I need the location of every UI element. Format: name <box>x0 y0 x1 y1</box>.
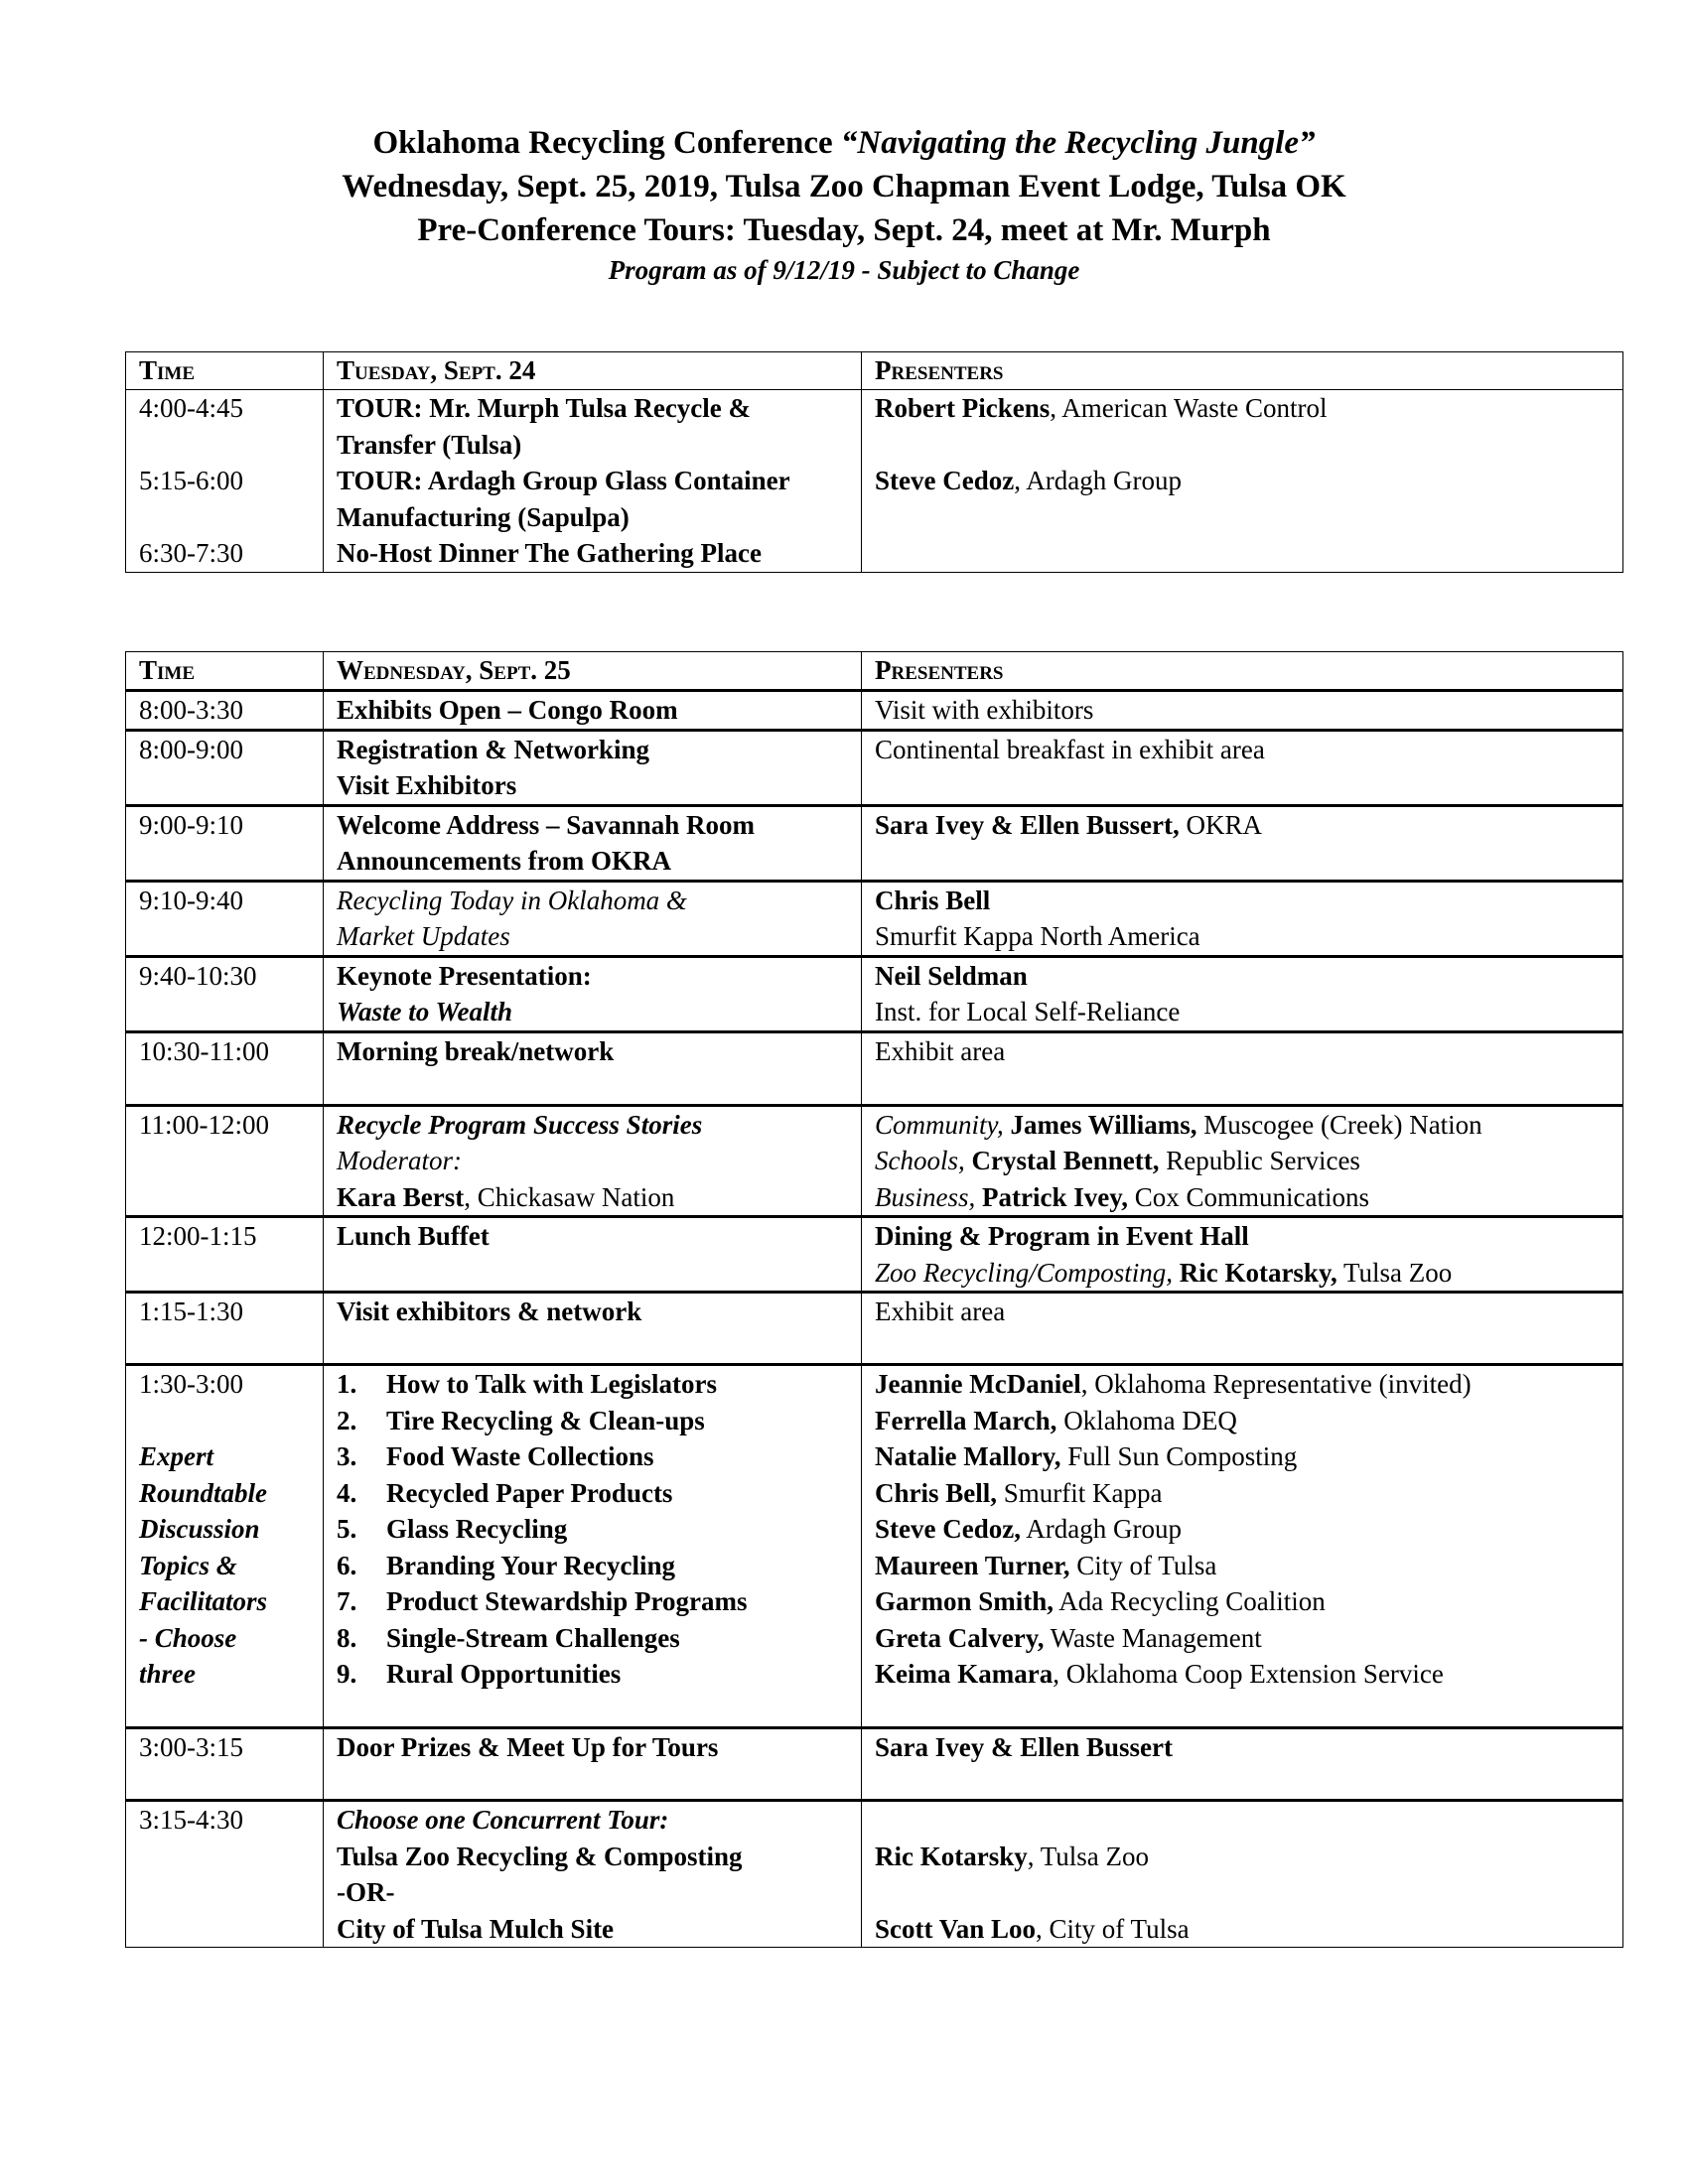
topic-item <box>337 1475 849 1512</box>
time-cell: 8:00-3:30 <box>126 691 324 731</box>
topic-item <box>337 1620 849 1657</box>
conference-name: Oklahoma Recycling Conference <box>372 125 841 161</box>
topic-number: 3. <box>337 1441 357 1471</box>
presenter-org: , Ardagh Group <box>1014 466 1182 495</box>
column-header-presenters: Presenters <box>862 652 1623 691</box>
topic-number: 1. <box>337 1369 357 1399</box>
table-row <box>126 691 1623 731</box>
column-header-time: Time <box>126 652 324 691</box>
time-cell: 8:00-9:00 <box>126 730 324 805</box>
topic-title: Single-Stream Challenges <box>386 1622 680 1653</box>
presenter-name: James Williams, <box>1003 1109 1197 1140</box>
presenters-cell <box>862 805 1623 881</box>
presenter-name: Keima Kamara <box>875 1659 1054 1689</box>
presenter-name: Garmon Smith, <box>875 1586 1055 1616</box>
presenter <box>875 390 1611 463</box>
time-cell: 3:15-4:30 <box>126 1801 324 1948</box>
presenter <box>875 1255 1611 1292</box>
presenter-name: Robert Pickens <box>875 393 1051 423</box>
presenter-name: Steve Cedoz <box>875 466 1015 495</box>
topic-number: 8. <box>337 1622 357 1653</box>
session-title: Registration & Networking <box>337 734 649 764</box>
note-line: Expert <box>139 1441 214 1471</box>
presenter-org: Ardagh Group <box>1020 1514 1182 1544</box>
topic-item <box>337 1366 849 1403</box>
presenter-name: Chris Bell <box>875 885 991 915</box>
table-row <box>126 956 1623 1031</box>
facilitator <box>875 1511 1611 1548</box>
topic-title: Rural Opportunities <box>386 1659 622 1689</box>
topic-item <box>337 1548 849 1584</box>
presenter-name: Ric Kotarsky <box>875 1841 1028 1871</box>
program-note: Program as of 9/12/19 - Subject to Change <box>608 255 1080 285</box>
presenter-note: Dining & Program in Event Hall <box>875 1221 1249 1251</box>
conference-title <box>0 121 1688 165</box>
time-cell: 1:15-1:30 <box>126 1293 324 1365</box>
tuesday-schedule-table <box>125 351 1623 573</box>
presenter-org: Inst. for Local Self-Reliance <box>875 997 1181 1026</box>
topic-item <box>337 1583 849 1620</box>
presenters-cell <box>862 1365 1623 1728</box>
topic-item <box>337 1511 849 1548</box>
table-row <box>126 1105 1623 1217</box>
presenter-org: Tulsa Zoo <box>1336 1257 1453 1288</box>
facilitator <box>875 1548 1611 1584</box>
facilitator <box>875 1403 1611 1439</box>
session-cell <box>324 1105 862 1217</box>
time-value: 5:15-6:00 <box>139 466 243 495</box>
topic-number: 5. <box>337 1514 357 1544</box>
session-subtitle: Market Updates <box>337 921 510 951</box>
session-subtitle: Waste to Wealth <box>337 997 513 1026</box>
presenter <box>875 1911 1611 1948</box>
or-separator: -OR- <box>337 1877 395 1907</box>
facilitator <box>875 1438 1611 1475</box>
note-line: Discussion <box>139 1514 260 1544</box>
presenter-name: Steve Cedoz, <box>875 1514 1021 1544</box>
presenters-cell: Visit with exhibitors <box>862 691 1623 731</box>
facilitator <box>875 1656 1611 1693</box>
table-header <box>126 352 1623 390</box>
presenter <box>875 1839 1611 1875</box>
session-cell <box>324 805 862 881</box>
topic-number: 6. <box>337 1550 357 1580</box>
tour-option: City of Tulsa Mulch Site <box>337 1913 615 1944</box>
session-title: Recycle Program Success Stories <box>337 1109 703 1140</box>
presenter-name: Crystal Bennett, <box>964 1146 1160 1175</box>
moderator-label: Moderator: <box>337 1146 462 1175</box>
table-row <box>126 1293 1623 1365</box>
presenter-name: Patrick Ivey, <box>975 1181 1128 1212</box>
topic-title: Glass Recycling <box>386 1514 568 1544</box>
moderator-name: Kara Berst <box>337 1181 465 1212</box>
presenter-name: Natalie Mallory, <box>875 1441 1061 1471</box>
column-header-day: Tuesday, Sept. 24 <box>324 352 862 390</box>
presenters-cell: Exhibit area <box>862 1031 1623 1105</box>
presenter-name: Ric Kotarsky, <box>1172 1257 1337 1288</box>
presenter-org: , American Waste Control <box>1050 393 1328 423</box>
time-cell: 12:00-1:15 <box>126 1217 324 1293</box>
presenter-org: , City of Tulsa <box>1036 1913 1190 1944</box>
panel-category: Business, <box>875 1181 976 1212</box>
time-cell: 11:00-12:00 <box>126 1105 324 1217</box>
conference-theme: “Navigating the Recycling Jungle” <box>840 125 1316 161</box>
session-subtitle: Announcements from OKRA <box>337 846 671 876</box>
presenter-org: Ada Recycling Coalition <box>1054 1586 1326 1616</box>
column-header-time: Time <box>126 352 324 390</box>
presenter-org: Smurfit Kappa North America <box>875 921 1200 951</box>
facilitator <box>875 1583 1611 1620</box>
time-value: 6:30-7:30 <box>139 538 243 568</box>
session-cell: Exhibits Open – Congo Room <box>324 691 862 731</box>
presenters-cell <box>862 881 1623 956</box>
time-cell: 9:40-10:30 <box>126 956 324 1031</box>
presenter-org: City of Tulsa <box>1069 1550 1217 1580</box>
session-title: TOUR: Ardagh Group Glass Container Manufacturing (Sapulpa) <box>337 466 790 532</box>
presenter-org: Smurfit Kappa <box>997 1477 1163 1508</box>
session-cell <box>324 730 862 805</box>
table-header <box>126 652 1623 691</box>
session-cell: Visit exhibitors & network <box>324 1293 862 1365</box>
session-cell: Lunch Buffet <box>324 1217 862 1293</box>
topic-title: Branding Your Recycling <box>386 1550 676 1580</box>
session-cell <box>324 390 862 573</box>
session-subtitle: Visit Exhibitors <box>337 770 517 800</box>
topic-number: 4. <box>337 1477 357 1508</box>
presenter-name: Ferrella March, <box>875 1405 1057 1435</box>
presenter <box>875 463 1611 535</box>
pre-conference-tours: Pre-Conference Tours: Tuesday, Sept. 24, meet at Mr. Murph <box>417 212 1271 248</box>
session-title: Welcome Address – Savannah Room <box>337 809 756 840</box>
presenter-org: Full Sun Composting <box>1060 1441 1298 1471</box>
topic-title: Food Waste Collections <box>386 1441 654 1471</box>
panelist <box>875 1107 1611 1144</box>
time-cell: 9:00-9:10 <box>126 805 324 881</box>
presenters-cell <box>862 1217 1623 1293</box>
session-title: Choose one Concurrent Tour: <box>337 1805 669 1835</box>
presenter-org: Oklahoma DEQ <box>1056 1405 1237 1435</box>
time-cell <box>126 390 324 573</box>
table-row <box>126 390 1623 573</box>
presenter-org: , Tulsa Zoo <box>1027 1841 1150 1871</box>
panelist <box>875 1143 1611 1179</box>
presenters-cell <box>862 390 1623 573</box>
presenter-name: Scott Van Loo <box>875 1913 1037 1944</box>
presenter-org: Waste Management <box>1044 1622 1262 1653</box>
session-cell <box>324 1365 862 1728</box>
topic-title: Recycled Paper Products <box>386 1477 673 1508</box>
presenter-org: , Oklahoma Representative (invited) <box>1080 1369 1472 1399</box>
presenter-org: , Oklahoma Coop Extension Service <box>1053 1659 1444 1689</box>
note-line: Topics & <box>139 1550 237 1580</box>
time-cell <box>126 1365 324 1728</box>
table-row <box>126 881 1623 956</box>
presenter-name: Chris Bell, <box>875 1477 998 1508</box>
note-line: Roundtable <box>139 1477 268 1508</box>
panelist <box>875 1179 1611 1216</box>
session-title: No-Host Dinner The Gathering Place <box>337 538 762 568</box>
column-header-presenters: Presenters <box>862 352 1623 390</box>
moderator-org: , Chickasaw Nation <box>464 1181 675 1212</box>
panel-category: Schools, <box>875 1146 965 1175</box>
presenter-org: OKRA <box>1179 809 1263 840</box>
topic-title: How to Talk with Legislators <box>386 1369 718 1399</box>
time-value: 4:00-4:45 <box>139 393 243 423</box>
facilitator <box>875 1475 1611 1512</box>
presenter-org: Republic Services <box>1159 1146 1360 1175</box>
roundtable-note <box>139 1438 311 1693</box>
time-value: 1:30-3:00 <box>139 1369 243 1399</box>
table-row <box>126 730 1623 805</box>
table-row <box>126 1031 1623 1105</box>
presenter-category: Zoo Recycling/Composting, <box>875 1257 1173 1288</box>
topic-item <box>337 1403 849 1439</box>
topic-title: Tire Recycling & Clean-ups <box>386 1405 705 1435</box>
session-title: TOUR: Mr. Murph Tulsa Recycle & Transfer (Tulsa) <box>337 393 752 460</box>
presenter-org: Muscogee (Creek) Nation <box>1196 1109 1482 1140</box>
time-cell: 10:30-11:00 <box>126 1031 324 1105</box>
presenter-name: Neil Seldman <box>875 960 1028 991</box>
session-title: Recycling Today in Oklahoma & <box>337 885 687 915</box>
session-cell: Door Prizes & Meet Up for Tours <box>324 1728 862 1801</box>
note-line: three <box>139 1659 196 1689</box>
presenters-cell <box>862 1105 1623 1217</box>
presenter-org: Cox Communications <box>1127 1181 1369 1212</box>
time-cell: 3:00-3:15 <box>126 1728 324 1801</box>
presenters-cell: Exhibit area <box>862 1293 1623 1365</box>
moderator <box>337 1179 849 1216</box>
session-cell <box>324 1801 862 1948</box>
topic-number: 7. <box>337 1586 357 1616</box>
topic-number: 9. <box>337 1659 357 1689</box>
presenter-name: Maureen Turner, <box>875 1550 1070 1580</box>
panel-category: Community, <box>875 1109 1004 1140</box>
presenters-cell <box>862 956 1623 1031</box>
table-row <box>126 1217 1623 1293</box>
topic-item <box>337 1438 849 1475</box>
session-title: Keynote Presentation: <box>337 960 592 991</box>
table-row <box>126 805 1623 881</box>
table-row <box>126 1728 1623 1801</box>
session-cell: Morning break/network <box>324 1031 862 1105</box>
session-cell <box>324 956 862 1031</box>
topic-number: 2. <box>337 1405 357 1435</box>
presenters-cell <box>862 1801 1623 1948</box>
presenters-cell: Continental breakfast in exhibit area <box>862 730 1623 805</box>
presenter-name: Greta Calvery, <box>875 1622 1045 1653</box>
facilitator <box>875 1366 1611 1403</box>
note-line: Facilitators <box>139 1586 268 1616</box>
topic-title: Product Stewardship Programs <box>386 1586 748 1616</box>
wednesday-schedule-table <box>125 651 1623 1948</box>
conference-date-location: Wednesday, Sept. 25, 2019, Tulsa Zoo Chapman Event Lodge, Tulsa OK <box>342 169 1346 205</box>
time-cell: 9:10-9:40 <box>126 881 324 956</box>
tour-option: Tulsa Zoo Recycling & Composting <box>337 1841 743 1871</box>
presenters-cell: Sara Ivey & Ellen Bussert <box>862 1728 1623 1801</box>
note-line: - Choose <box>139 1622 237 1653</box>
column-header-day: Wednesday, Sept. 25 <box>324 652 862 691</box>
table-row <box>126 1801 1623 1948</box>
topic-item <box>337 1656 849 1693</box>
facilitator <box>875 1620 1611 1657</box>
session-cell <box>324 881 862 956</box>
presenter-name: Jeannie McDaniel <box>875 1369 1081 1399</box>
presenter-name: Sara Ivey & Ellen Bussert, <box>875 809 1180 840</box>
table-row <box>126 1365 1623 1728</box>
